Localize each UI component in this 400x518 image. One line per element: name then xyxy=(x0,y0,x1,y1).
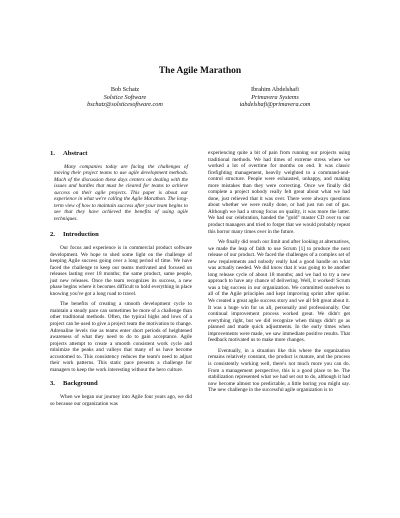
section-heading-abstract xyxy=(50,151,192,158)
section-number: 1. xyxy=(50,150,55,157)
author-block xyxy=(50,86,350,109)
section-heading-introduction xyxy=(50,232,192,239)
paragraph: Eventually, in a situation like this where the organization remains relatively constant, the product is mature, and the process is consistently working well, there's not much more you can do. From a management perspective, this is a good place to be. The stabilization represented what we had set out to do, although it had now become almost too predictable, a little boring you might say. The new challenge in the successful agile organization is to xyxy=(208,347,350,394)
abstract-text: Many companies today are facing the challenges of moving their project teams to use agile development methods. Much of the discussion these days centers on dealing with the issues and hurdles that must be cleared for teams to achieve success on their agile projects. This paper is about our experience in what we're calling the Agile Marathon. The long-term view of how to maintain success after your team begins to see that they have achieved the benefits of using agile techniques. xyxy=(54,163,188,222)
section-number: 3. xyxy=(50,380,55,388)
left-column xyxy=(50,151,192,411)
section-title: Introduction xyxy=(62,231,99,239)
right-column xyxy=(208,150,350,398)
paragraph: The benefits of creating a smooth development cycle to maintain a steady pace can sometimes be more of a challenge than other traditional methods. Often, the typical highs and lows of a project can be used to give a project team the motivation to change. Adrenaline levels rise as teams enter short periods of heightened awareness of what they need to do to gain acceptance. Agile projects attempt to create a smooth consistent work cycle and minimize the peaks and valleys that many of us have become accustomed to. This consistency reduces the team's need to adjust their work patterns. This static pace presents a challenge for managers to keep the work interesting without the hero culture. xyxy=(50,301,192,373)
paper-title: The Agile Marathon xyxy=(158,66,242,76)
section-number: 2. xyxy=(50,231,55,239)
paragraph: We finally did reach our limit and after looking at alternatives, we made the leap of faith to use Scrum [1] to produce the next release of our product. We faced the challenges of a complex set of new requirements and nobody really had a good handle on what was actually needed. We did know that it was going to be another long release cycle of about 18 months; and we had to try a new approach to have any chance of delivering. Well, it worked! Scrum was a big success in our organization. We committed ourselves to all of the Agile principles and kept improving sprint after sprint. We created a great agile success story and we all felt great about it. It was a huge win for us all, personally and professionally. Our continual improvement process worked great. We didn't get everything right, but we did recognize when things didn't go as planned and made quick adjustments. In the early times when improvements were made, we saw immediate positive results. That feedback motivated us to make more changes. xyxy=(208,239,350,344)
author-affiliation: Primavera Systems xyxy=(251,93,299,101)
section-heading-background xyxy=(50,381,192,388)
paragraph: experiencing quite a bit of pain from running our projects using traditional methods. We had times of extreme stress where we worked a lot of overtime for months on end. It was classic firefighting management, heavily weighted to a command-and-control structure. People were exhausted, unhappy, and making more mistakes than they were correcting. Once we finally did complete a project nobody really felt great about what we had done, just relieved that it was over. There were always questions about whether we were really done, or had just run out of gas. Although we had a strong focus on quality, it was more the latter. We had our celebration, handed the "gold" master CD over to our product managers and tried to forget that we would probably repeat this horror many times over in the future. xyxy=(208,150,350,235)
author-name: Bob Schatz xyxy=(110,86,140,93)
section-title: Abstract xyxy=(62,150,88,157)
paragraph: Our focus and experience is in commercial product software development. We hope to shed some light on the challenge of keeping Agile success going over a long period of time. We have faced the challenge to keep our teams motivated and focused on releases lasting over 18 months; the same product, same people, just new releases. Once the team recognizes its success, a new phase begins where it becomes difficult to hold everything in place knowing you've got a long road to travel. xyxy=(50,245,192,297)
author-2 xyxy=(200,86,350,109)
paragraph: When we began our journey into Agile four years ago, we did so because our organization was xyxy=(50,393,192,407)
author-name: Ibrahim Abdelshafi xyxy=(251,86,299,93)
section-title: Background xyxy=(62,380,98,388)
author-1 xyxy=(50,86,200,109)
author-email: iabdelshafi@primavera.com xyxy=(239,101,311,109)
author-affiliation: Solstice Software xyxy=(103,93,147,101)
author-email: bschatz@solsticesoftware.com xyxy=(87,101,163,109)
